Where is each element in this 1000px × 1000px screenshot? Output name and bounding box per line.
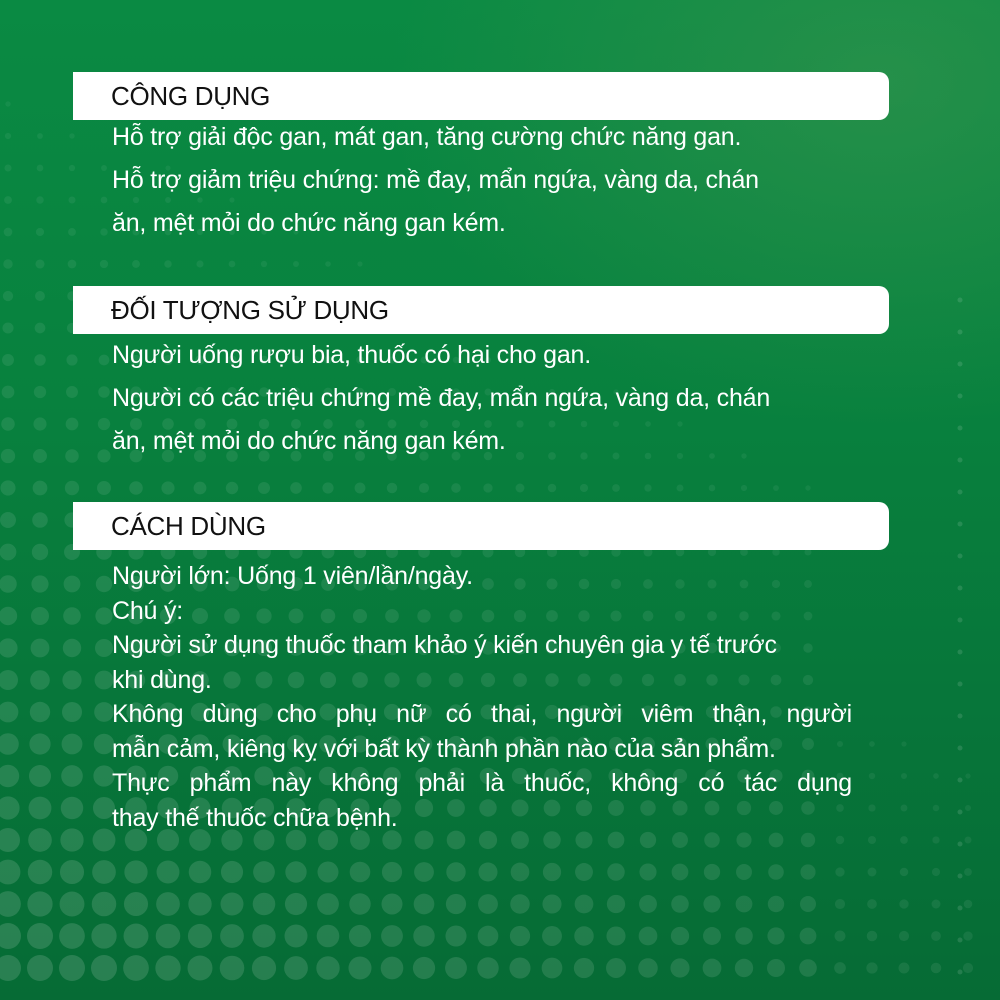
background-dot <box>800 928 817 945</box>
background-dot <box>899 963 910 974</box>
background-dot <box>1 417 15 431</box>
background-dot <box>958 426 963 431</box>
background-dot <box>670 958 689 977</box>
background-dot <box>196 260 203 267</box>
section-heading: CÁCH DÙNG <box>111 510 266 541</box>
background-dot <box>63 639 81 657</box>
background-dot <box>124 860 147 883</box>
background-dot <box>226 482 238 494</box>
background-dot <box>253 893 276 916</box>
background-dot <box>188 956 213 981</box>
background-dot <box>252 956 276 980</box>
background-dot <box>965 805 971 811</box>
background-dot <box>0 891 21 917</box>
background-dot <box>958 810 963 815</box>
background-dot <box>958 490 963 495</box>
background-dot <box>932 836 939 843</box>
background-dot <box>124 892 148 916</box>
background-dot <box>446 862 465 881</box>
background-dot <box>258 482 270 494</box>
background-dot <box>607 863 625 881</box>
background-dot <box>34 386 46 398</box>
background-dot <box>509 957 530 978</box>
background-dot <box>101 197 108 204</box>
section-heading-bar <box>73 502 889 550</box>
background-dot <box>834 962 846 974</box>
background-dot <box>483 483 492 492</box>
background-dot <box>322 482 333 493</box>
background-dot <box>478 894 498 914</box>
background-dot <box>867 899 877 909</box>
background-dot <box>931 931 941 941</box>
background-dot <box>542 926 562 946</box>
background-dot <box>958 682 963 687</box>
body-line: Người có các triệu chứng mề đay, mẩn ngứa, vàng da, chán <box>112 384 771 412</box>
background-dot <box>59 923 85 949</box>
background-dot <box>4 196 12 204</box>
body-line: thay thế thuốc chữa bệnh. <box>112 803 398 832</box>
background-dot <box>574 926 594 946</box>
background-dot <box>32 544 48 560</box>
background-dot <box>671 895 689 913</box>
background-dot <box>4 164 11 171</box>
section-heading-bar <box>73 72 889 120</box>
background-dot <box>348 956 371 979</box>
background-dot <box>189 861 212 884</box>
background-dot <box>835 867 844 876</box>
background-dot <box>30 702 50 722</box>
background-dot <box>933 805 940 812</box>
background-dot <box>0 480 15 495</box>
background-dot <box>60 892 85 917</box>
background-dot <box>958 650 963 655</box>
background-dot <box>703 927 721 945</box>
background-dot <box>27 891 52 916</box>
body-line: Người sử dụng thuốc tham khảo ý kiến chuyên gia y tế trước <box>112 631 777 659</box>
background-dot <box>29 797 52 820</box>
background-dot <box>2 322 13 333</box>
background-dot <box>69 165 75 171</box>
background-dot <box>29 765 51 787</box>
background-dot <box>35 323 46 334</box>
background-dot <box>31 575 48 592</box>
background-dot <box>672 864 689 881</box>
background-dot <box>0 796 20 819</box>
background-dot <box>99 355 110 366</box>
background-dot <box>446 894 466 914</box>
background-dot <box>612 484 620 492</box>
body-line: Không dùng cho phụ nữ có thai, người viêm thận, người <box>112 700 852 728</box>
background-dot <box>66 386 78 398</box>
background-dot <box>157 861 180 884</box>
background-dot <box>61 765 83 787</box>
background-dot <box>188 924 212 948</box>
background-dot <box>350 862 371 883</box>
background-dot <box>767 927 784 944</box>
background-dot <box>155 955 180 980</box>
background-dot <box>100 260 108 268</box>
background-dot <box>62 734 83 755</box>
background-dot <box>27 923 53 949</box>
background-dot <box>606 958 626 978</box>
background-dot <box>27 955 53 981</box>
background-dot <box>2 354 14 366</box>
body-line: Hỗ trợ giải độc gan, mát gan, tăng cường chức năng gan. <box>112 123 742 151</box>
background-dot <box>958 522 963 527</box>
background-dot <box>735 959 753 977</box>
background-dot <box>220 956 245 981</box>
background-dot <box>413 925 434 946</box>
background-dot <box>132 260 140 268</box>
background-dot <box>542 958 563 979</box>
body-line: ăn, mệt mỏi do chức năng gan kém. <box>112 209 506 237</box>
background-dot <box>965 837 972 844</box>
background-dot <box>931 963 942 974</box>
background-dot <box>607 895 625 913</box>
background-dot <box>606 926 625 945</box>
background-dot <box>68 260 77 269</box>
background-dot <box>800 896 816 912</box>
background-dot <box>285 893 307 915</box>
background-dot <box>156 892 180 916</box>
background-dot <box>933 773 939 779</box>
background-dot <box>64 576 81 593</box>
background-dot <box>445 925 466 946</box>
background-dot <box>33 449 47 463</box>
background-dot <box>221 893 244 916</box>
background-dot <box>36 196 43 203</box>
background-dot <box>869 773 875 779</box>
background-dot <box>31 639 50 658</box>
background-dot <box>28 860 52 884</box>
background-dot <box>0 670 18 690</box>
background-dot <box>62 670 81 689</box>
background-dot <box>958 746 963 751</box>
background-dot <box>835 931 846 942</box>
background-dot <box>381 925 403 947</box>
section-body <box>112 116 852 245</box>
body-line: Người uống rượu bia, thuốc có hại cho gan. <box>112 341 591 369</box>
background-dot <box>65 481 79 495</box>
background-dot <box>510 926 530 946</box>
background-dot <box>31 607 49 625</box>
background-dot <box>261 261 267 267</box>
background-dot <box>958 714 963 719</box>
background-dot <box>60 828 83 851</box>
background-dot <box>96 576 112 592</box>
body-line: mẫn cảm, kiêng kỵ với bất kỳ thành phần nào của sản phẩm. <box>112 734 776 763</box>
background-dot <box>958 298 963 303</box>
background-dot <box>735 927 753 945</box>
body-line: ăn, mệt mỏi do chức năng gan kém. <box>112 427 506 455</box>
background-dot <box>92 892 117 917</box>
background-dot <box>97 481 111 495</box>
background-dot <box>221 861 243 883</box>
body-line: Người lớn: Uống 1 viên/lần/ngày. <box>112 562 473 590</box>
background-dot <box>900 868 909 877</box>
body-line: khi dùng. <box>112 665 212 694</box>
section-body <box>112 334 852 463</box>
background-dot <box>316 956 339 979</box>
background-dot <box>958 970 963 975</box>
background-dot <box>958 874 963 879</box>
background-dot <box>958 554 963 559</box>
background-dot <box>703 895 720 912</box>
background-dot <box>68 196 75 203</box>
background-dot <box>2 386 15 399</box>
background-dot <box>0 512 16 528</box>
background-dot <box>61 797 83 819</box>
background-dot <box>0 607 17 625</box>
background-dot <box>317 925 340 948</box>
background-dot <box>1 449 15 463</box>
background-dot <box>835 899 845 909</box>
background-dot <box>63 607 81 625</box>
background-dot <box>703 959 722 978</box>
background-dot <box>836 836 844 844</box>
background-dot <box>958 330 963 335</box>
background-dot <box>932 868 940 876</box>
background-dot <box>741 485 747 491</box>
section-heading: ĐỐI TƯỢNG SỬ DỤNG <box>111 294 389 325</box>
background-dot <box>0 733 19 755</box>
background-dot <box>965 773 970 778</box>
background-dot <box>35 259 44 268</box>
body-line: Hỗ trợ giảm triệu chứng: mề đay, mẩn ngứa, vàng da, chán <box>112 166 759 194</box>
background-dot <box>37 165 44 172</box>
background-dot <box>516 484 525 493</box>
background-dot <box>97 449 110 462</box>
background-dot <box>30 670 50 690</box>
background-dot <box>29 733 50 754</box>
background-dot <box>3 291 13 301</box>
background-dot <box>799 959 817 977</box>
background-dot <box>958 842 963 847</box>
background-dot <box>478 862 497 881</box>
background-dot <box>419 483 429 493</box>
background-dot <box>773 485 779 491</box>
background-dot <box>68 228 76 236</box>
background-dot <box>95 639 113 657</box>
background-dot <box>414 894 435 915</box>
background-dot <box>381 957 404 980</box>
background-dot <box>901 773 907 779</box>
background-dot <box>899 899 908 908</box>
background-dot <box>129 481 143 495</box>
background-dot <box>478 926 499 947</box>
background-dot <box>4 228 13 237</box>
background-dot <box>69 133 74 138</box>
background-dot <box>33 481 48 496</box>
background-dot <box>0 765 19 787</box>
background-dot <box>253 861 275 883</box>
background-dot <box>805 485 810 490</box>
background-dot <box>62 702 82 722</box>
background-dot <box>964 900 973 909</box>
background-dot <box>95 607 112 624</box>
background-dot <box>5 133 11 139</box>
background-dot <box>868 804 875 811</box>
background-dot <box>768 896 784 912</box>
background-dot <box>325 261 331 267</box>
background-dot <box>958 394 963 399</box>
background-dot <box>866 962 877 973</box>
background-dot <box>0 638 18 657</box>
background-dot <box>387 483 398 494</box>
background-dot <box>349 925 371 947</box>
background-dot <box>0 923 21 949</box>
section-heading-bar <box>73 286 889 334</box>
background-dot <box>220 924 244 948</box>
background-dot <box>901 805 908 812</box>
background-dot <box>95 671 114 690</box>
background-dot <box>901 741 906 746</box>
background-dot <box>156 924 181 949</box>
background-dot <box>575 895 594 914</box>
background-dot <box>543 863 561 881</box>
background-dot <box>0 955 21 981</box>
background-dot <box>868 868 877 877</box>
background-dot <box>66 418 79 431</box>
background-dot <box>101 165 107 171</box>
background-dot <box>252 924 275 947</box>
background-dot <box>0 860 20 885</box>
background-dot <box>958 362 963 367</box>
background-dot <box>800 864 815 879</box>
background-dot <box>59 955 85 981</box>
background-dot <box>94 702 114 722</box>
background-dot <box>958 906 963 911</box>
background-dot <box>65 449 79 463</box>
background-dot <box>964 868 972 876</box>
background-dot <box>575 863 593 881</box>
background-dot <box>35 291 45 301</box>
background-dot <box>574 958 594 978</box>
background-dot <box>958 586 963 591</box>
background-dot <box>0 544 16 561</box>
background-dot <box>639 927 658 946</box>
background-dot <box>899 931 909 941</box>
background-dot <box>161 481 174 494</box>
background-dot <box>60 860 84 884</box>
background-dot <box>194 482 207 495</box>
background-dot <box>28 828 52 852</box>
background-dot <box>958 778 963 783</box>
body-line: Thực phẩm này không phải là thuốc, không có tác dụng <box>112 769 852 797</box>
background-dot <box>32 512 48 528</box>
background-dot <box>709 485 716 492</box>
background-dot <box>932 900 941 909</box>
background-dot <box>963 963 973 973</box>
background-dot <box>548 484 557 493</box>
background-dot <box>91 955 117 981</box>
background-dot <box>98 386 110 398</box>
background-dot <box>355 483 366 494</box>
background-dot <box>0 828 20 852</box>
background-dot <box>511 863 530 882</box>
background-dot <box>36 228 44 236</box>
background-dot <box>3 259 12 268</box>
section-heading: CÔNG DỤNG <box>111 80 271 111</box>
background-dot <box>293 261 299 267</box>
background-dot <box>445 957 467 979</box>
background-dot <box>414 862 434 882</box>
background-dot <box>0 702 18 723</box>
background-dot <box>5 101 10 106</box>
background-dot <box>92 860 116 884</box>
background-dot <box>638 958 658 978</box>
background-dot <box>318 862 339 883</box>
background-dot <box>285 925 308 948</box>
background-dot <box>33 417 46 430</box>
background-dot <box>349 893 370 914</box>
background-dot <box>285 861 306 882</box>
background-dot <box>382 862 402 882</box>
background-dot <box>580 484 588 492</box>
background-dot <box>958 618 963 623</box>
background-dot <box>671 927 689 945</box>
background-dot <box>869 741 875 747</box>
background-dot <box>736 864 752 880</box>
background-dot <box>868 836 876 844</box>
background-dot <box>768 864 784 880</box>
background-dot <box>188 892 211 915</box>
background-dot <box>34 354 46 366</box>
background-dot <box>676 484 683 491</box>
background-dot <box>37 133 43 139</box>
background-dot <box>542 894 561 913</box>
background-dot <box>767 959 785 977</box>
background-dot <box>317 893 339 915</box>
background-dot <box>958 458 963 463</box>
background-dot <box>704 864 720 880</box>
background-dot <box>639 863 656 880</box>
background-dot <box>867 931 878 942</box>
background-dot <box>451 483 461 493</box>
body-line: Chú ý: <box>112 596 184 625</box>
background-dot <box>124 924 149 949</box>
background-dot <box>958 938 963 943</box>
background-dot <box>91 923 116 948</box>
background-dot <box>123 955 149 981</box>
background-dot <box>290 482 302 494</box>
background-dot <box>0 575 17 593</box>
background-dot <box>164 260 172 268</box>
background-dot <box>381 893 402 914</box>
background-dot <box>229 261 236 268</box>
background-dot <box>284 956 308 980</box>
background-dot <box>477 957 498 978</box>
background-dot <box>100 228 108 236</box>
background-dot <box>66 354 77 365</box>
background-dot <box>963 931 972 940</box>
background-dot <box>98 418 110 430</box>
background-dot <box>900 836 908 844</box>
background-dot <box>357 261 362 266</box>
background-dot <box>510 894 529 913</box>
background-dot <box>413 957 435 979</box>
background-dot <box>644 484 651 491</box>
background-dot <box>639 895 657 913</box>
section-body <box>112 559 852 835</box>
background-dot <box>736 896 753 913</box>
